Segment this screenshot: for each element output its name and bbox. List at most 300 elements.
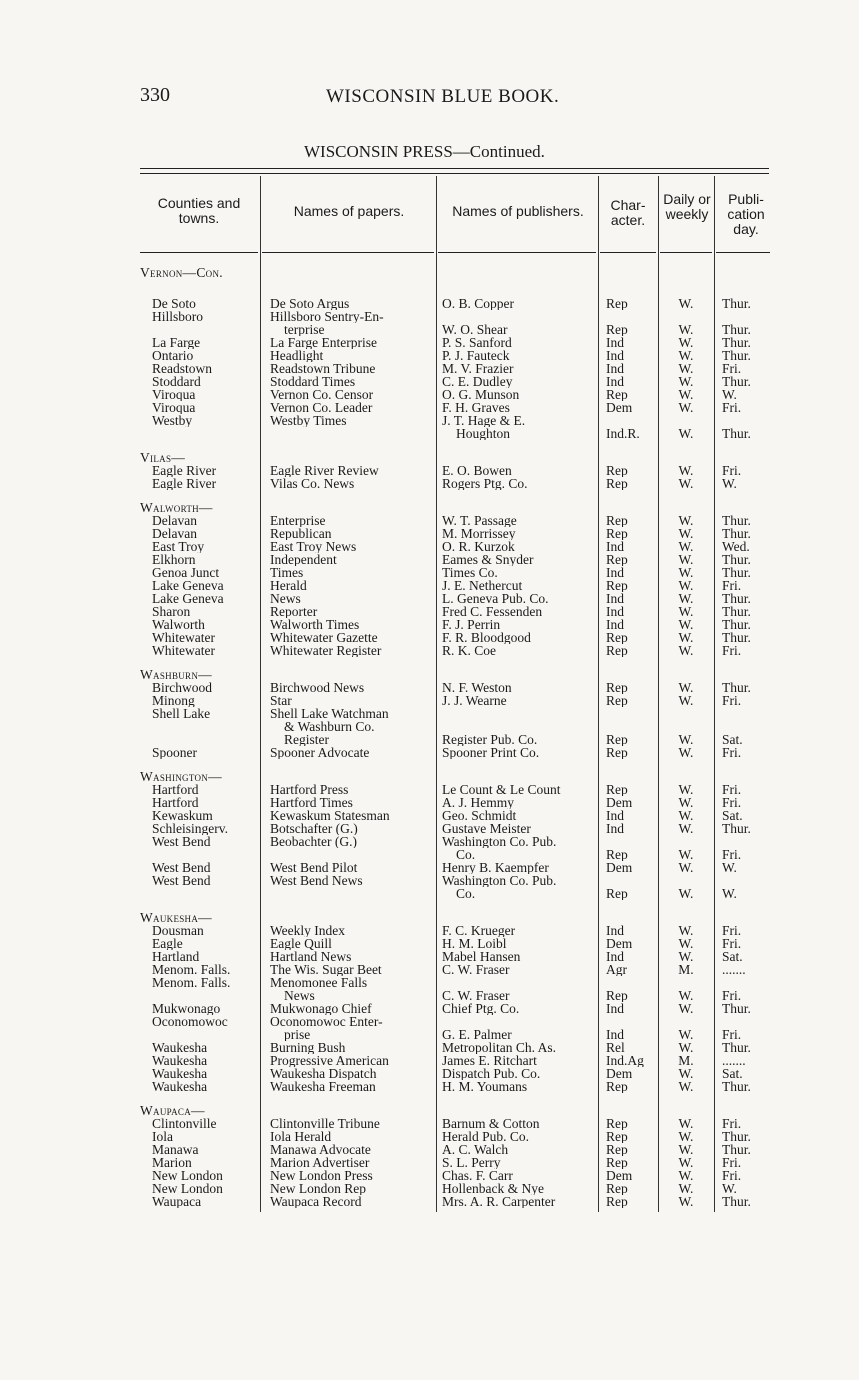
publication-day-cell: Thur. xyxy=(722,618,751,631)
frequency-cell: W. xyxy=(678,809,694,822)
publisher-cell: Herald Pub. Co. xyxy=(442,1130,529,1143)
spacer xyxy=(0,900,859,911)
paper-cell: Eagle Quill xyxy=(270,937,332,950)
top-rule-inner xyxy=(140,173,769,174)
table-row xyxy=(0,310,859,323)
publication-day-cell: Wed. xyxy=(722,540,750,553)
table-row xyxy=(0,950,859,963)
publisher-cell: Fred C. Fessenden xyxy=(442,605,543,618)
publisher-cell: J. T. Hage & E. xyxy=(442,414,526,427)
publication-day-cell: ....... xyxy=(722,1054,746,1067)
publisher-cell: A. J. Hemmy xyxy=(442,796,514,809)
paper-cell: Star xyxy=(270,694,292,707)
paper-cell: News xyxy=(270,592,301,605)
publisher-cell: P. S. Sanford xyxy=(442,336,512,349)
publisher-cell: E. O. Bowen xyxy=(442,464,512,477)
character-cell: Rep xyxy=(606,783,628,796)
frequency-cell: W. xyxy=(678,1002,694,1015)
table-row xyxy=(0,796,859,809)
paper-cell: Kewaskum Statesman xyxy=(270,809,390,822)
header-day: Publi- cation day. xyxy=(727,191,765,237)
frequency-cell: W. xyxy=(678,297,694,310)
town-cell: Dousman xyxy=(152,924,204,937)
character-cell: Dem xyxy=(606,937,633,950)
table-row xyxy=(0,681,859,694)
publisher-cell: F. H. Graves xyxy=(442,401,510,414)
paper-cell: New London Press xyxy=(270,1169,373,1182)
publication-day-cell: Thur. xyxy=(722,527,751,540)
publisher-cell: Spooner Print Co. xyxy=(442,746,540,759)
publisher-cell: M. Morrissey xyxy=(442,527,516,540)
frequency-cell: W. xyxy=(678,733,694,746)
header-publisher: Names of publishers. xyxy=(452,203,584,219)
table-row xyxy=(0,349,859,362)
table-row xyxy=(0,924,859,937)
frequency-cell: W. xyxy=(678,605,694,618)
table-row xyxy=(0,733,859,746)
publication-day-cell: Thur. xyxy=(722,822,751,835)
frequency-cell: W. xyxy=(678,1130,694,1143)
town-cell: Oconomowoc xyxy=(152,1015,228,1028)
publication-day-cell: Thur. xyxy=(722,375,751,388)
publisher-cell: A. C. Walch xyxy=(442,1143,509,1156)
town-cell: Eagle River xyxy=(152,464,217,477)
table-row xyxy=(0,1028,859,1041)
frequency-cell: W. xyxy=(678,861,694,874)
publication-day-cell: Sat. xyxy=(722,733,743,746)
publisher-cell: H. M. Loibl xyxy=(442,937,507,950)
character-cell: Dem xyxy=(606,1169,633,1182)
publisher-cell: M. V. Frazier xyxy=(442,362,514,375)
town-cell: Westby xyxy=(152,414,193,427)
town-cell: Ontario xyxy=(152,349,194,362)
paper-cell: prise xyxy=(284,1028,311,1041)
frequency-cell: W. xyxy=(678,1169,694,1182)
publisher-cell: Metropolitan Ch. As. xyxy=(442,1041,556,1054)
publication-day-cell: W. xyxy=(722,861,737,874)
publisher-cell: Mabel Hansen xyxy=(442,950,521,963)
town-cell: Waukesha xyxy=(152,1080,208,1093)
spacer xyxy=(0,490,859,501)
table-row xyxy=(0,414,859,427)
publisher-cell: O. R. Kurzok xyxy=(442,540,515,553)
table-row xyxy=(0,1169,859,1182)
paper-cell: Hartford Times xyxy=(270,796,353,809)
paper-cell: East Troy News xyxy=(270,540,357,553)
county-name: Waupaca— xyxy=(140,1104,205,1117)
town-cell: Viroqua xyxy=(152,388,196,401)
paper-cell: Whitewater Register xyxy=(270,644,382,657)
publisher-cell: Gustave Meister xyxy=(442,822,531,835)
town-cell: Sharon xyxy=(152,605,191,618)
county-heading-row xyxy=(0,770,859,783)
publisher-cell: N. F. Weston xyxy=(442,681,512,694)
table-row xyxy=(0,1080,859,1093)
publication-day-cell: Thur. xyxy=(722,336,751,349)
frequency-cell: W. xyxy=(678,401,694,414)
table-row xyxy=(0,937,859,950)
town-cell: Readstown xyxy=(152,362,212,375)
town-cell: Eagle xyxy=(152,937,183,950)
frequency-cell: W. xyxy=(678,388,694,401)
publisher-cell: Houghton xyxy=(456,427,510,440)
table-row xyxy=(0,835,859,848)
paper-cell: Oconomowoc Enter- xyxy=(270,1015,383,1028)
publisher-cell: F. C. Krueger xyxy=(442,924,516,937)
paper-cell: Birchwood News xyxy=(270,681,365,694)
character-cell: Rep xyxy=(606,887,628,900)
table-row xyxy=(0,527,859,540)
frequency-cell: W. xyxy=(678,631,694,644)
town-cell: West Bend xyxy=(152,861,211,874)
publisher-cell: Chas. F. Carr xyxy=(442,1169,513,1182)
character-cell: Rep xyxy=(606,644,628,657)
table-row xyxy=(0,631,859,644)
publisher-cell: F. R. Bloodgood xyxy=(442,631,531,644)
town-cell: Hartford xyxy=(152,796,199,809)
table-row xyxy=(0,592,859,605)
frequency-cell: W. xyxy=(678,1117,694,1130)
character-cell: Rep xyxy=(606,579,628,592)
frequency-cell: W. xyxy=(678,694,694,707)
frequency-cell: W. xyxy=(678,887,694,900)
table-row xyxy=(0,566,859,579)
character-cell: Ind xyxy=(606,618,624,631)
town-cell: Stoddard xyxy=(152,375,201,388)
publisher-cell: O. G. Munson xyxy=(442,388,520,401)
header-rule xyxy=(140,252,258,253)
paper-cell: Eagle River Review xyxy=(270,464,379,477)
publication-day-cell: Fri. xyxy=(722,362,742,375)
publication-day-cell: Thur. xyxy=(722,553,751,566)
publisher-cell: C. E. Dudley xyxy=(442,375,513,388)
table-row xyxy=(0,783,859,796)
table-row xyxy=(0,362,859,375)
paper-cell: Times xyxy=(270,566,304,579)
town-cell: Hartford xyxy=(152,783,199,796)
publication-day-cell: Thur. xyxy=(722,323,751,336)
publication-day-cell: Thur. xyxy=(722,1195,751,1208)
town-cell: West Bend xyxy=(152,874,211,887)
character-cell: Rep xyxy=(606,1143,628,1156)
character-cell: Ind xyxy=(606,950,624,963)
county-name: Walworth— xyxy=(140,501,213,514)
county-name: Washburn— xyxy=(140,668,212,681)
publisher-cell: Co. xyxy=(456,848,476,861)
town-cell: Shell Lake xyxy=(152,707,211,720)
town-cell: Viroqua xyxy=(152,401,196,414)
town-cell: Hartland xyxy=(152,950,200,963)
table-row xyxy=(0,809,859,822)
frequency-cell: W. xyxy=(678,514,694,527)
character-cell: Ind xyxy=(606,822,624,835)
character-cell: Ind xyxy=(606,809,624,822)
publication-day-cell: Thur. xyxy=(722,1002,751,1015)
table-row xyxy=(0,861,859,874)
frequency-cell: W. xyxy=(678,950,694,963)
spacer xyxy=(0,279,859,297)
town-cell: Eagle River xyxy=(152,477,217,490)
frequency-cell: W. xyxy=(678,464,694,477)
character-cell: Dem xyxy=(606,861,633,874)
publication-day-cell: Thur. xyxy=(722,1080,751,1093)
frequency-cell: W. xyxy=(678,1080,694,1093)
table-row xyxy=(0,388,859,401)
publication-day-cell: Thur. xyxy=(722,605,751,618)
table-row xyxy=(0,323,859,336)
header-rule xyxy=(600,252,656,253)
character-cell: Rep xyxy=(606,1117,628,1130)
paper-cell: Hartford Press xyxy=(270,783,349,796)
paper-cell: Hillsboro Sentry-En- xyxy=(270,310,384,323)
frequency-cell: W. xyxy=(678,362,694,375)
publisher-cell: F. J. Perrin xyxy=(442,618,501,631)
publisher-cell: Mrs. A. R. Carpenter xyxy=(442,1195,556,1208)
publisher-cell: J. E. Nethercut xyxy=(442,579,523,592)
town-cell: Whitewater xyxy=(152,631,215,644)
frequency-cell: W. xyxy=(678,323,694,336)
publication-day-cell: Fri. xyxy=(722,401,742,414)
paper-cell: Herald xyxy=(270,579,307,592)
town-cell: Spooner xyxy=(152,746,197,759)
publication-day-cell: Thur. xyxy=(722,297,751,310)
publication-day-cell: Fri. xyxy=(722,924,742,937)
frequency-cell: M. xyxy=(678,1054,694,1067)
table-row xyxy=(0,848,859,861)
publication-day-cell: Fri. xyxy=(722,1169,742,1182)
table-row xyxy=(0,1117,859,1130)
paper-cell: Spooner Advocate xyxy=(270,746,370,759)
paper-cell: Vilas Co. News xyxy=(270,477,355,490)
publication-day-cell: Fri. xyxy=(722,937,742,950)
character-cell: Agr xyxy=(606,963,627,976)
page-number: 330 xyxy=(140,84,170,106)
paper-cell: Manawa Advocate xyxy=(270,1143,371,1156)
publication-day-cell: Fri. xyxy=(722,1028,742,1041)
character-cell: Rep xyxy=(606,477,628,490)
town-cell: Manawa xyxy=(152,1143,199,1156)
table-row xyxy=(0,887,859,900)
paper-cell: Weekly Index xyxy=(270,924,346,937)
publisher-cell: O. B. Copper xyxy=(442,297,514,310)
frequency-cell: W. xyxy=(678,644,694,657)
town-cell: West Bend xyxy=(152,835,211,848)
publication-day-cell: Fri. xyxy=(722,579,742,592)
table-row xyxy=(0,1130,859,1143)
paper-cell: La Farge Enterprise xyxy=(270,336,377,349)
publication-day-cell: Sat. xyxy=(722,1067,743,1080)
spacer xyxy=(0,759,859,770)
character-cell: Ind xyxy=(606,362,624,375)
county-name: Washington— xyxy=(140,770,222,783)
paper-cell: West Bend News xyxy=(270,874,363,887)
paper-cell: Headlight xyxy=(270,349,324,362)
publication-day-cell: Thur. xyxy=(722,631,751,644)
table-row xyxy=(0,427,859,440)
paper-cell: Shell Lake Watchman xyxy=(270,707,389,720)
character-cell: Ind.Ag xyxy=(606,1054,644,1067)
header-rule xyxy=(660,252,712,253)
publisher-cell: W. T. Passage xyxy=(442,514,517,527)
character-cell: Rep xyxy=(606,631,628,644)
town-cell: Kewaskum xyxy=(152,809,213,822)
paper-cell: West Bend Pilot xyxy=(270,861,358,874)
paper-cell: & Washburn Co. xyxy=(284,720,375,733)
character-cell: Ind xyxy=(606,605,624,618)
town-cell: Delavan xyxy=(152,514,197,527)
header-rule xyxy=(262,252,434,253)
table-row xyxy=(0,963,859,976)
publication-day-cell: Fri. xyxy=(722,783,742,796)
publication-day-cell: Fri. xyxy=(722,1156,742,1169)
character-cell: Rep xyxy=(606,514,628,527)
paper-cell: Vernon Co. Leader xyxy=(270,401,373,414)
frequency-cell: W. xyxy=(678,1182,694,1195)
town-cell: New London xyxy=(152,1182,223,1195)
character-cell: Dem xyxy=(606,796,633,809)
paper-cell: Hartland News xyxy=(270,950,352,963)
paper-cell: Independent xyxy=(270,553,337,566)
publisher-cell: Register Pub. Co. xyxy=(442,733,538,746)
publisher-cell: H. M. Youmans xyxy=(442,1080,528,1093)
paper-cell: Republican xyxy=(270,527,332,540)
publication-day-cell: Thur. xyxy=(722,592,751,605)
table-row xyxy=(0,644,859,657)
paper-cell: Whitewater Gazette xyxy=(270,631,378,644)
character-cell: Rep xyxy=(606,1156,628,1169)
table-row xyxy=(0,694,859,707)
table-row xyxy=(0,1002,859,1015)
character-cell: Ind xyxy=(606,375,624,388)
publication-day-cell: ....... xyxy=(722,963,746,976)
table-row xyxy=(0,336,859,349)
town-cell: Genoa Junct xyxy=(152,566,220,579)
paper-cell: Clintonville Tribune xyxy=(270,1117,380,1130)
frequency-cell: W. xyxy=(678,796,694,809)
frequency-cell: W. xyxy=(678,477,694,490)
publication-day-cell: Fri. xyxy=(722,1117,742,1130)
town-cell: Mukwonago xyxy=(152,1002,221,1015)
character-cell: Rep xyxy=(606,1130,628,1143)
publication-day-cell: W. xyxy=(722,887,737,900)
publisher-cell: Barnum & Cotton xyxy=(442,1117,540,1130)
character-cell: Rep xyxy=(606,464,628,477)
character-cell: Ind xyxy=(606,540,624,553)
paper-cell: New London Rep xyxy=(270,1182,366,1195)
town-cell: Waukesha xyxy=(152,1067,208,1080)
character-cell: Rep xyxy=(606,694,628,707)
town-cell: Delavan xyxy=(152,527,197,540)
table-row xyxy=(0,976,859,989)
town-cell: De Soto xyxy=(152,297,196,310)
publication-day-cell: W. xyxy=(722,477,737,490)
publication-day-cell: Sat. xyxy=(722,950,743,963)
town-cell: Lake Geneva xyxy=(152,579,224,592)
town-cell: Menom. Falls. xyxy=(152,976,231,989)
frequency-cell: W. xyxy=(678,1195,694,1208)
frequency-cell: W. xyxy=(678,937,694,950)
frequency-cell: W. xyxy=(678,848,694,861)
town-cell: Elkhorn xyxy=(152,553,196,566)
table-row xyxy=(0,1041,859,1054)
book-title: WISCONSIN BLUE BOOK. xyxy=(326,86,560,107)
paper-cell: Beobachter (G.) xyxy=(270,835,357,848)
character-cell: Rel xyxy=(606,1041,625,1054)
character-cell: Rep xyxy=(606,1080,628,1093)
publication-day-cell: Thur. xyxy=(722,1041,751,1054)
table-row xyxy=(0,1067,859,1080)
paper-cell: Enterprise xyxy=(270,514,326,527)
spacer xyxy=(0,657,859,668)
table-row xyxy=(0,540,859,553)
publisher-cell: Times Co. xyxy=(442,566,498,579)
town-cell: Menom. Falls. xyxy=(152,963,231,976)
table-row xyxy=(0,297,859,310)
town-cell: Minong xyxy=(152,694,195,707)
section-title: WISCONSIN PRESS—Continued. xyxy=(304,142,545,161)
town-cell: Clintonville xyxy=(152,1117,217,1130)
paper-cell: De Soto Argus xyxy=(270,297,350,310)
publisher-cell: C. W. Fraser xyxy=(442,989,510,1002)
frequency-cell: W. xyxy=(678,924,694,937)
publisher-cell: R. K. Coe xyxy=(442,644,496,657)
publication-day-cell: Thur. xyxy=(722,566,751,579)
table-row xyxy=(0,401,859,414)
character-cell: Rep xyxy=(606,553,628,566)
publisher-cell: Co. xyxy=(456,887,476,900)
publisher-cell: Le Count & Le Count xyxy=(442,783,561,796)
publisher-cell: Chief Ptg. Co. xyxy=(442,1002,520,1015)
town-cell: Lake Geneva xyxy=(152,592,224,605)
town-cell: New London xyxy=(152,1169,223,1182)
table-row xyxy=(0,375,859,388)
character-cell: Ind xyxy=(606,924,624,937)
publisher-cell: G. E. Palmer xyxy=(442,1028,512,1041)
publication-day-cell: Sat. xyxy=(722,809,743,822)
character-cell: Rep xyxy=(606,1182,628,1195)
frequency-cell: W. xyxy=(678,618,694,631)
town-cell: Waukesha xyxy=(152,1041,208,1054)
publication-day-cell: Thur. xyxy=(722,1130,751,1143)
county-heading-row xyxy=(0,451,859,464)
character-cell: Ind xyxy=(606,349,624,362)
table-row xyxy=(0,1195,859,1208)
publication-day-cell: W. xyxy=(722,388,737,401)
frequency-cell: W. xyxy=(678,349,694,362)
town-cell: La Farge xyxy=(152,336,201,349)
table-row xyxy=(0,707,859,720)
header-rule xyxy=(716,252,770,253)
county-name: Waukesha— xyxy=(140,911,212,924)
county-heading-row xyxy=(0,911,859,924)
top-rule xyxy=(140,168,769,169)
publisher-cell: Dispatch Pub. Co. xyxy=(442,1067,541,1080)
table-row xyxy=(0,514,859,527)
publisher-cell: W. O. Shear xyxy=(442,323,508,336)
header-daily: Daily or weekly xyxy=(663,191,711,222)
character-cell: Rep xyxy=(606,848,628,861)
publication-day-cell: Fri. xyxy=(722,694,742,707)
table-row xyxy=(0,1156,859,1169)
paper-cell: Walworth Times xyxy=(270,618,360,631)
publication-day-cell: Fri. xyxy=(722,989,742,1002)
table-row xyxy=(0,1015,859,1028)
frequency-cell: M. xyxy=(678,963,694,976)
frequency-cell: W. xyxy=(678,375,694,388)
publisher-cell: Hollenback & Nye xyxy=(442,1182,544,1195)
character-cell: Dem xyxy=(606,401,633,414)
paper-cell: Vernon Co. Censor xyxy=(270,388,374,401)
